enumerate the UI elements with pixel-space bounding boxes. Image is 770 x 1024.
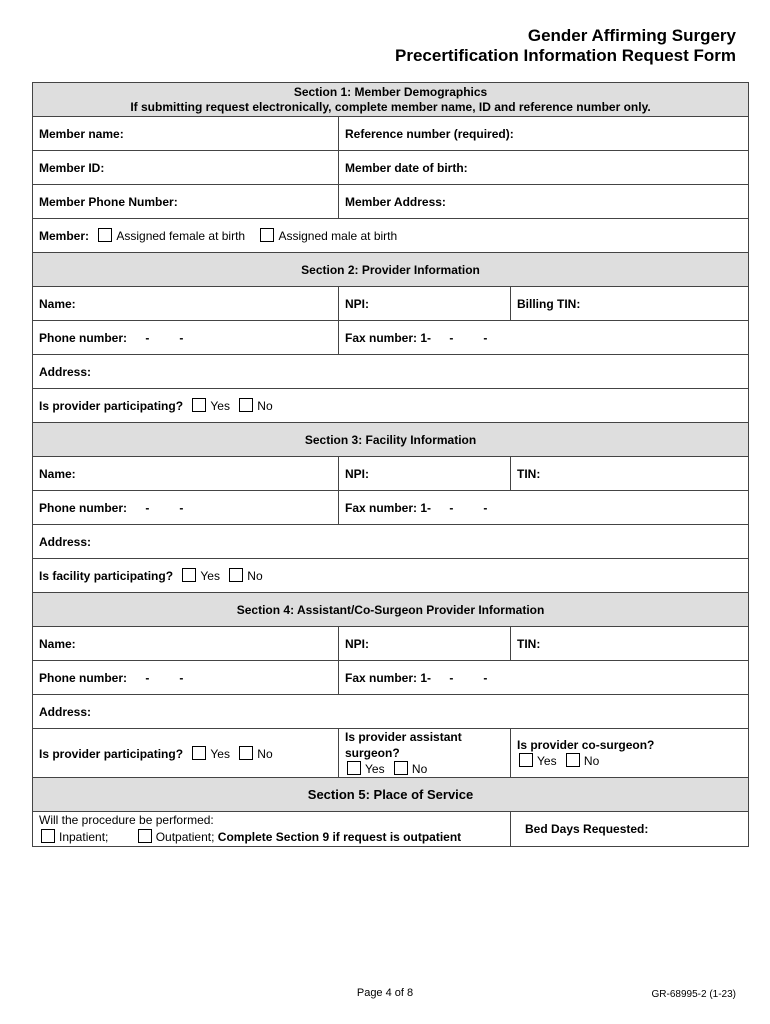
provider-fax-label: Fax number: 1- bbox=[345, 330, 432, 345]
provider-participating-no-checkbox[interactable] bbox=[239, 398, 253, 412]
reference-number-field[interactable]: Reference number (required): bbox=[339, 117, 749, 151]
provider-npi-field[interactable]: NPI: bbox=[339, 287, 511, 321]
yes-label: Yes bbox=[200, 569, 220, 583]
provider-name-field[interactable]: Name: bbox=[33, 287, 339, 321]
co-surgeon-yes-checkbox[interactable] bbox=[519, 753, 533, 767]
member-id-field[interactable]: Member ID: bbox=[33, 151, 339, 185]
yes-label: Yes bbox=[365, 762, 385, 776]
phone-dash: - bbox=[179, 330, 184, 345]
section1-title: Section 1: Member Demographics bbox=[293, 84, 488, 99]
outpatient-label: Outpatient; bbox=[155, 830, 215, 844]
yes-label: Yes bbox=[537, 754, 557, 768]
assistant-participating-no-checkbox[interactable] bbox=[239, 746, 253, 760]
page-number: Page 4 of 8 bbox=[356, 987, 414, 999]
place-of-service-cell bbox=[33, 812, 511, 847]
section4-title: Section 4: Assistant/Co-Surgeon Provider Information bbox=[33, 593, 749, 627]
fax-dash: - bbox=[449, 670, 454, 685]
assistant-participating-yes-checkbox[interactable] bbox=[192, 746, 206, 760]
facility-participating-no-checkbox[interactable] bbox=[229, 568, 243, 582]
inpatient-checkbox[interactable] bbox=[41, 829, 55, 843]
assistant-phone-label: Phone number: bbox=[39, 670, 128, 685]
form-title bbox=[395, 26, 736, 66]
form-title-line2: Precertification Information Request Form bbox=[395, 46, 736, 65]
assigned-female-checkbox[interactable] bbox=[98, 228, 112, 242]
phone-dash: - bbox=[145, 500, 150, 515]
provider-phone-field[interactable] bbox=[33, 321, 339, 355]
no-label: No bbox=[257, 399, 273, 413]
co-surgeon-label: Is provider co-surgeon? bbox=[517, 738, 655, 752]
assistant-fax-field[interactable] bbox=[339, 661, 749, 695]
no-label: No bbox=[411, 762, 428, 776]
assistant-surgeon-label: Is provider assistant surgeon? bbox=[345, 730, 462, 760]
fax-dash: - bbox=[449, 330, 454, 345]
provider-participating-row bbox=[33, 389, 749, 423]
co-surgeon-cell bbox=[511, 729, 749, 778]
assistant-name-field[interactable]: Name: bbox=[33, 627, 339, 661]
facility-phone-label: Phone number: bbox=[39, 500, 128, 515]
facility-tin-field[interactable]: TIN: bbox=[511, 457, 749, 491]
facility-participating-label: Is facility participating? bbox=[39, 569, 174, 583]
outpatient-note: Complete Section 9 if request is outpatient bbox=[217, 830, 462, 844]
member-label: Member: bbox=[39, 229, 90, 243]
provider-fax-field[interactable] bbox=[339, 321, 749, 355]
facility-name-field[interactable]: Name: bbox=[33, 457, 339, 491]
yes-label: Yes bbox=[210, 399, 230, 413]
facility-address-field[interactable]: Address: bbox=[33, 525, 749, 559]
provider-billing-tin-field[interactable]: Billing TIN: bbox=[511, 287, 749, 321]
facility-fax-field[interactable] bbox=[339, 491, 749, 525]
inpatient-label: Inpatient; bbox=[59, 830, 109, 844]
outpatient-checkbox[interactable] bbox=[138, 829, 152, 843]
phone-dash: - bbox=[145, 330, 150, 345]
precert-form-table bbox=[32, 82, 749, 847]
assistant-participating-cell bbox=[33, 729, 339, 778]
bed-days-field[interactable]: Bed Days Requested: bbox=[511, 812, 749, 847]
provider-address-field[interactable]: Address: bbox=[33, 355, 749, 389]
fax-dash: - bbox=[483, 330, 488, 345]
facility-participating-row bbox=[33, 559, 749, 593]
assigned-female-label: Assigned female at birth bbox=[116, 229, 246, 243]
fax-dash: - bbox=[449, 500, 454, 515]
fax-dash: - bbox=[483, 500, 488, 515]
member-phone-field[interactable]: Member Phone Number: bbox=[33, 185, 339, 219]
facility-fax-label: Fax number: 1- bbox=[345, 500, 432, 515]
yes-label: Yes bbox=[210, 746, 230, 761]
no-label: No bbox=[257, 746, 273, 761]
assistant-tin-field[interactable]: TIN: bbox=[511, 627, 749, 661]
member-name-field[interactable]: Member name: bbox=[33, 117, 339, 151]
member-address-field[interactable]: Member Address: bbox=[339, 185, 749, 219]
facility-npi-field[interactable]: NPI: bbox=[339, 457, 511, 491]
assistant-surgeon-no-checkbox[interactable] bbox=[394, 761, 408, 775]
form-title-line1: Gender Affirming Surgery bbox=[527, 26, 736, 45]
assigned-male-label: Assigned male at birth bbox=[278, 229, 398, 243]
member-sex-row bbox=[33, 219, 749, 253]
no-label: No bbox=[247, 569, 263, 583]
section1-header bbox=[33, 83, 749, 117]
provider-participating-yes-checkbox[interactable] bbox=[192, 398, 206, 412]
facility-phone-field[interactable] bbox=[33, 491, 339, 525]
fax-dash: - bbox=[483, 670, 488, 685]
assistant-npi-field[interactable]: NPI: bbox=[339, 627, 511, 661]
assistant-phone-field[interactable] bbox=[33, 661, 339, 695]
assigned-male-checkbox[interactable] bbox=[260, 228, 274, 242]
assistant-participating-label: Is provider participating? bbox=[39, 746, 184, 761]
phone-dash: - bbox=[179, 670, 184, 685]
assistant-surgeon-cell bbox=[339, 729, 511, 778]
section2-title: Section 2: Provider Information bbox=[33, 253, 749, 287]
section3-title: Section 3: Facility Information bbox=[33, 423, 749, 457]
no-label: No bbox=[583, 754, 600, 768]
facility-participating-yes-checkbox[interactable] bbox=[182, 568, 196, 582]
section5-title: Section 5: Place of Service bbox=[33, 778, 749, 812]
phone-dash: - bbox=[179, 500, 184, 515]
phone-dash: - bbox=[145, 670, 150, 685]
place-of-service-question: Will the procedure be performed: bbox=[39, 813, 214, 827]
assistant-address-field[interactable]: Address: bbox=[33, 695, 749, 729]
form-code: GR-68995-2 (1-23) bbox=[651, 989, 736, 1000]
provider-participating-label: Is provider participating? bbox=[39, 399, 184, 413]
co-surgeon-no-checkbox[interactable] bbox=[566, 753, 580, 767]
provider-phone-label: Phone number: bbox=[39, 330, 128, 345]
assistant-surgeon-yes-checkbox[interactable] bbox=[347, 761, 361, 775]
section1-note: If submitting request electronically, complete member name, ID and reference number only. bbox=[130, 99, 651, 114]
assistant-fax-label: Fax number: 1- bbox=[345, 670, 432, 685]
member-dob-field[interactable]: Member date of birth: bbox=[339, 151, 749, 185]
